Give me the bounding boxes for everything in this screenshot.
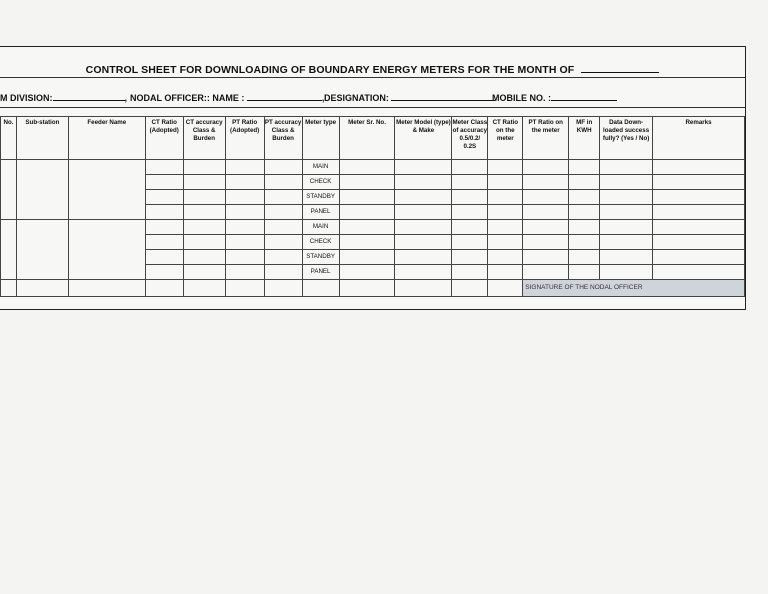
header-cell: Meter type: [302, 117, 339, 160]
header-cell: PT Ratio (Adopted): [225, 117, 264, 160]
designation-field: [321, 91, 495, 103]
table-header-row: [1, 117, 745, 160]
header-cell: PT accuracy Class & Burden: [264, 117, 302, 160]
nodal-officer-blank: [247, 91, 322, 101]
header-cell: Feeder Name: [68, 117, 145, 160]
header-cell: CT Ratio (Adopted): [145, 117, 183, 160]
meter-type-cell: MAIN: [302, 160, 339, 175]
substation-cell: [16, 160, 68, 220]
division-blank: [53, 91, 125, 101]
header-cell: PT Ratio on the meter: [523, 117, 569, 160]
no-cell: [1, 160, 17, 220]
sheet-title: [0, 63, 745, 76]
mobile-label: MOBILE NO. :: [492, 93, 551, 103]
division-comma: ,: [124, 93, 128, 103]
table-row: [1, 160, 745, 175]
header-cell: Meter Sr. No.: [339, 117, 395, 160]
mobile-blank: [551, 91, 617, 101]
mobile-field: [492, 91, 617, 103]
header-cell: Remarks: [653, 117, 745, 160]
title-divider: [0, 77, 745, 78]
nodal-officer-field: [130, 91, 324, 103]
signature-label: SIGNATURE OF THE NODAL OFFICER: [523, 280, 745, 297]
nodal-officer-label: NODAL OFFICER:: NAME :: [130, 93, 245, 103]
feeder-cell: [68, 160, 145, 220]
no-cell: [1, 220, 17, 280]
header-cell: CT Ratio on the meter: [488, 117, 523, 160]
header-cell: Sub-station: [16, 117, 68, 160]
header-cell: MF in KWH: [569, 117, 600, 160]
info-divider: [0, 107, 745, 108]
meter-type-cell: MAIN: [302, 220, 339, 235]
header-cell: No.: [1, 117, 17, 160]
meter-type-cell: CHECK: [302, 175, 339, 190]
control-sheet-form: [0, 46, 746, 310]
nodal-officer-comma: ,: [321, 93, 325, 103]
header-cell: Meter Class of accuracy 0.5/0.2/ 0.2S: [452, 117, 488, 160]
meter-type-cell: STANDBY: [302, 190, 339, 205]
table-row: [1, 220, 745, 235]
division-field: [0, 91, 127, 103]
division-label: M DIVISION:: [0, 93, 53, 103]
designation-blank: [391, 91, 495, 101]
header-cell: CT accuracy Class & Burden: [183, 117, 225, 160]
meter-table: [0, 116, 745, 297]
meter-type-cell: CHECK: [302, 235, 339, 250]
header-cell: Data Down-loaded success fully? (Yes / No): [600, 117, 653, 160]
designation-label: DESIGNATION:: [324, 93, 389, 103]
feeder-cell: [68, 220, 145, 280]
header-cell: Meter Model (type) & Make: [395, 117, 452, 160]
meter-type-cell: STANDBY: [302, 250, 339, 265]
officer-info-line: [0, 91, 745, 107]
substation-cell: [16, 220, 68, 280]
signature-row: [1, 280, 745, 297]
meter-type-cell: PANEL: [302, 205, 339, 220]
meter-type-cell: PANEL: [302, 265, 339, 280]
sheet-title-text: CONTROL SHEET FOR DOWNLOADING OF BOUNDARY ENERGY METERS FOR THE MONTH OF: [85, 64, 575, 76]
month-blank-line: [581, 63, 659, 73]
